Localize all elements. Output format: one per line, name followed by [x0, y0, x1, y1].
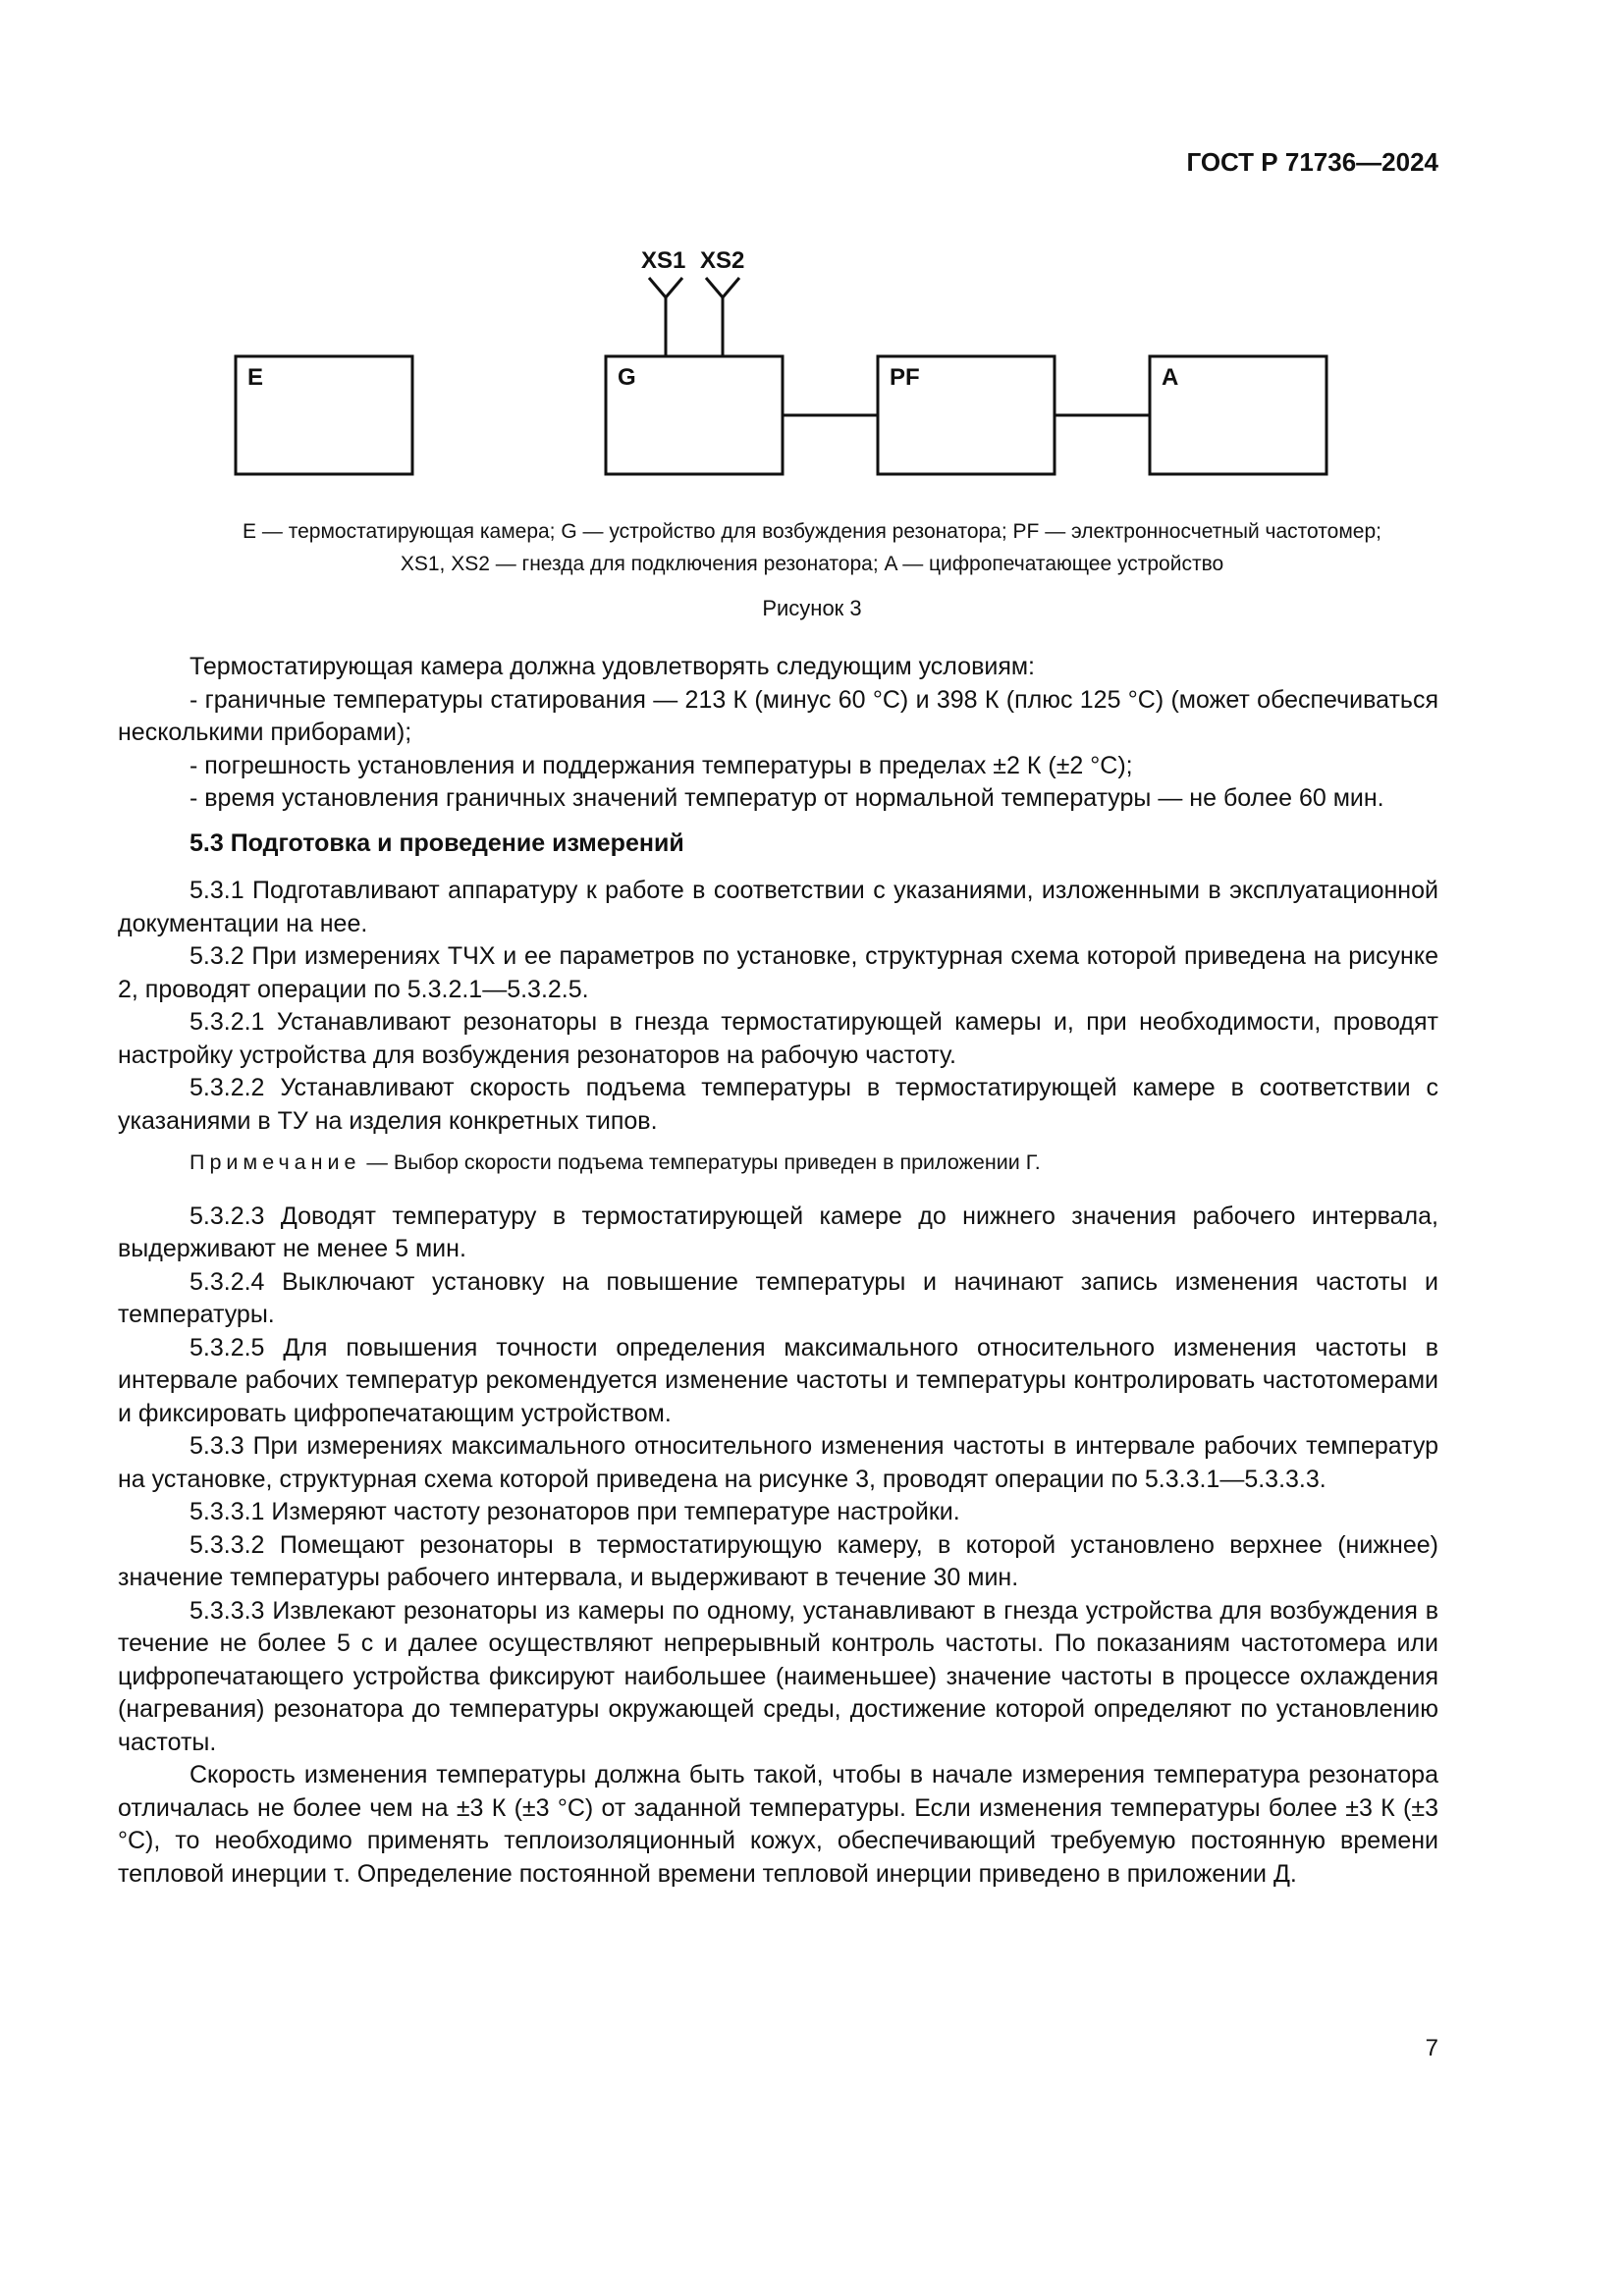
paragraph: Термостатирующая камера должна удовлетворять следующим условиям: — [189, 653, 1035, 680]
document-body — [118, 651, 1438, 1891]
socket-xs2-label: XS2 — [700, 247, 745, 274]
figure-caption-line2: XS1, XS2 — гнезда для подключения резонатора; A — цифропечатающее устройство — [400, 553, 1224, 575]
list-item: - погрешность установления и поддержания температуры в пределах ±2 К (±2 °С); — [189, 751, 1133, 779]
note — [118, 1147, 1438, 1180]
block-a-label: A — [1162, 364, 1179, 391]
figure-caption — [118, 515, 1506, 580]
paragraph: 5.3.2.5 Для повышения точности определения максимального относительного изменения частоты в интервале рабочих температур рекомендуется изменение частоты и температуры контролировать частотомерами и фиксировать цифропечатающим устройством. — [118, 1333, 1438, 1427]
list-item: - время установления граничных значений температур от нормальной температуры — не более 60 мин. — [189, 784, 1384, 812]
block-diagram — [216, 240, 1345, 486]
block-g-label: G — [618, 364, 636, 391]
section-heading: 5.3 Подготовка и проведение измерений — [189, 828, 684, 857]
note-text: — Выбор скорости подъема температуры приведен в приложении Г. — [360, 1150, 1041, 1174]
block-e-label: E — [247, 364, 264, 391]
paragraph: 5.3.2 При измерениях ТЧХ и ее параметров по установке, структурная схема которой приведена на рисунке 2, проводят операции по 5.3.2.1—5.3.2.5. — [118, 942, 1438, 1003]
paragraph: 5.3.3.2 Помещают резонаторы в термостатирующую камеру, в которой установлено верхнее (нижнее) значение температуры рабочего интервала, и выдерживают в течение 30 мин. — [118, 1530, 1438, 1591]
socket-xs1 — [649, 278, 682, 356]
note-label: Примечание — [189, 1150, 361, 1174]
paragraph: 5.3.3.1 Измеряют частоту резонаторов при температуре настройки. — [189, 1498, 960, 1525]
paragraph: 5.3.2.4 Выключают установку на повышение температуры и начинают запись изменения частоты и температуры. — [118, 1267, 1438, 1328]
paragraph: 5.3.2.3 Доводят температуру в термостатирующей камере до нижнего значения рабочего интервала, выдерживают не менее 5 мин. — [118, 1201, 1438, 1262]
paragraph: 5.3.1 Подготавливают аппаратуру к работе в соответствии с указаниями, изложенными в эксплуатационной документации на нее. — [118, 877, 1438, 937]
paragraph: 5.3.3 При измерениях максимального относительного изменения частоты в интервале рабочих температур на установке, структурная схема которой приведена на рисунке 3, проводят операции по 5.3.3.1—5.3.3.3. — [118, 1432, 1438, 1493]
page-number: 7 — [1425, 2035, 1438, 2061]
paragraph: Скорость изменения температуры должна быть такой, чтобы в начале измерения температура резонатора отличалась не более чем на ±3 К (±3 °С) от заданной температуры. Если изменения температуры более ±3 К (±3 °С), то необходимо применять теплоизоляционный кожух, обеспечивающий требуемую постоянную времени тепловой инерции τ. Определение постоянной времени тепловой инерции приведено в приложении Д. — [118, 1761, 1438, 1888]
paragraph: 5.3.2.1 Устанавливают резонаторы в гнезда термостатирующей камеры и, при необходимости, проводят настройку устройства для возбуждения резонаторов на рабочую частоту. — [118, 1008, 1438, 1069]
figure-title: Рисунок 3 — [762, 596, 862, 620]
block-pf-label: PF — [890, 364, 920, 391]
socket-xs2 — [706, 278, 739, 356]
paragraph: 5.3.2.2 Устанавливают скорость подъема температуры в термостатирующей камере в соответствии с указаниями в ТУ на изделия конкретных типов. — [118, 1074, 1438, 1135]
paragraph: 5.3.3.3 Извлекают резонаторы из камеры по одному, устанавливают в гнезда устройства для возбуждения в течение не более 5 с и далее осуществляют непрерывный контроль частоты. По показаниям частотомера или цифропечатающего устройства фиксируют наибольшее (наименьшее) значение частоты в процессе охлаждения (нагревания) резонатора до температуры окружающей среды, достижение которой определяют по установлению частоты. — [118, 1596, 1438, 1756]
list-item: - граничные температуры статирования — 213 К (минус 60 °С) и 398 К (плюс 125 °С) (может обеспечиваться несколькими приборами); — [118, 685, 1438, 746]
socket-xs1-label: XS1 — [641, 247, 686, 274]
figure-caption-line1: E — термостатирующая камера; G — устройство для возбуждения резонатора; PF — электронносчетный частотомер; — [243, 520, 1381, 543]
document-code: ГОСТ Р 71736—2024 — [1186, 147, 1438, 177]
